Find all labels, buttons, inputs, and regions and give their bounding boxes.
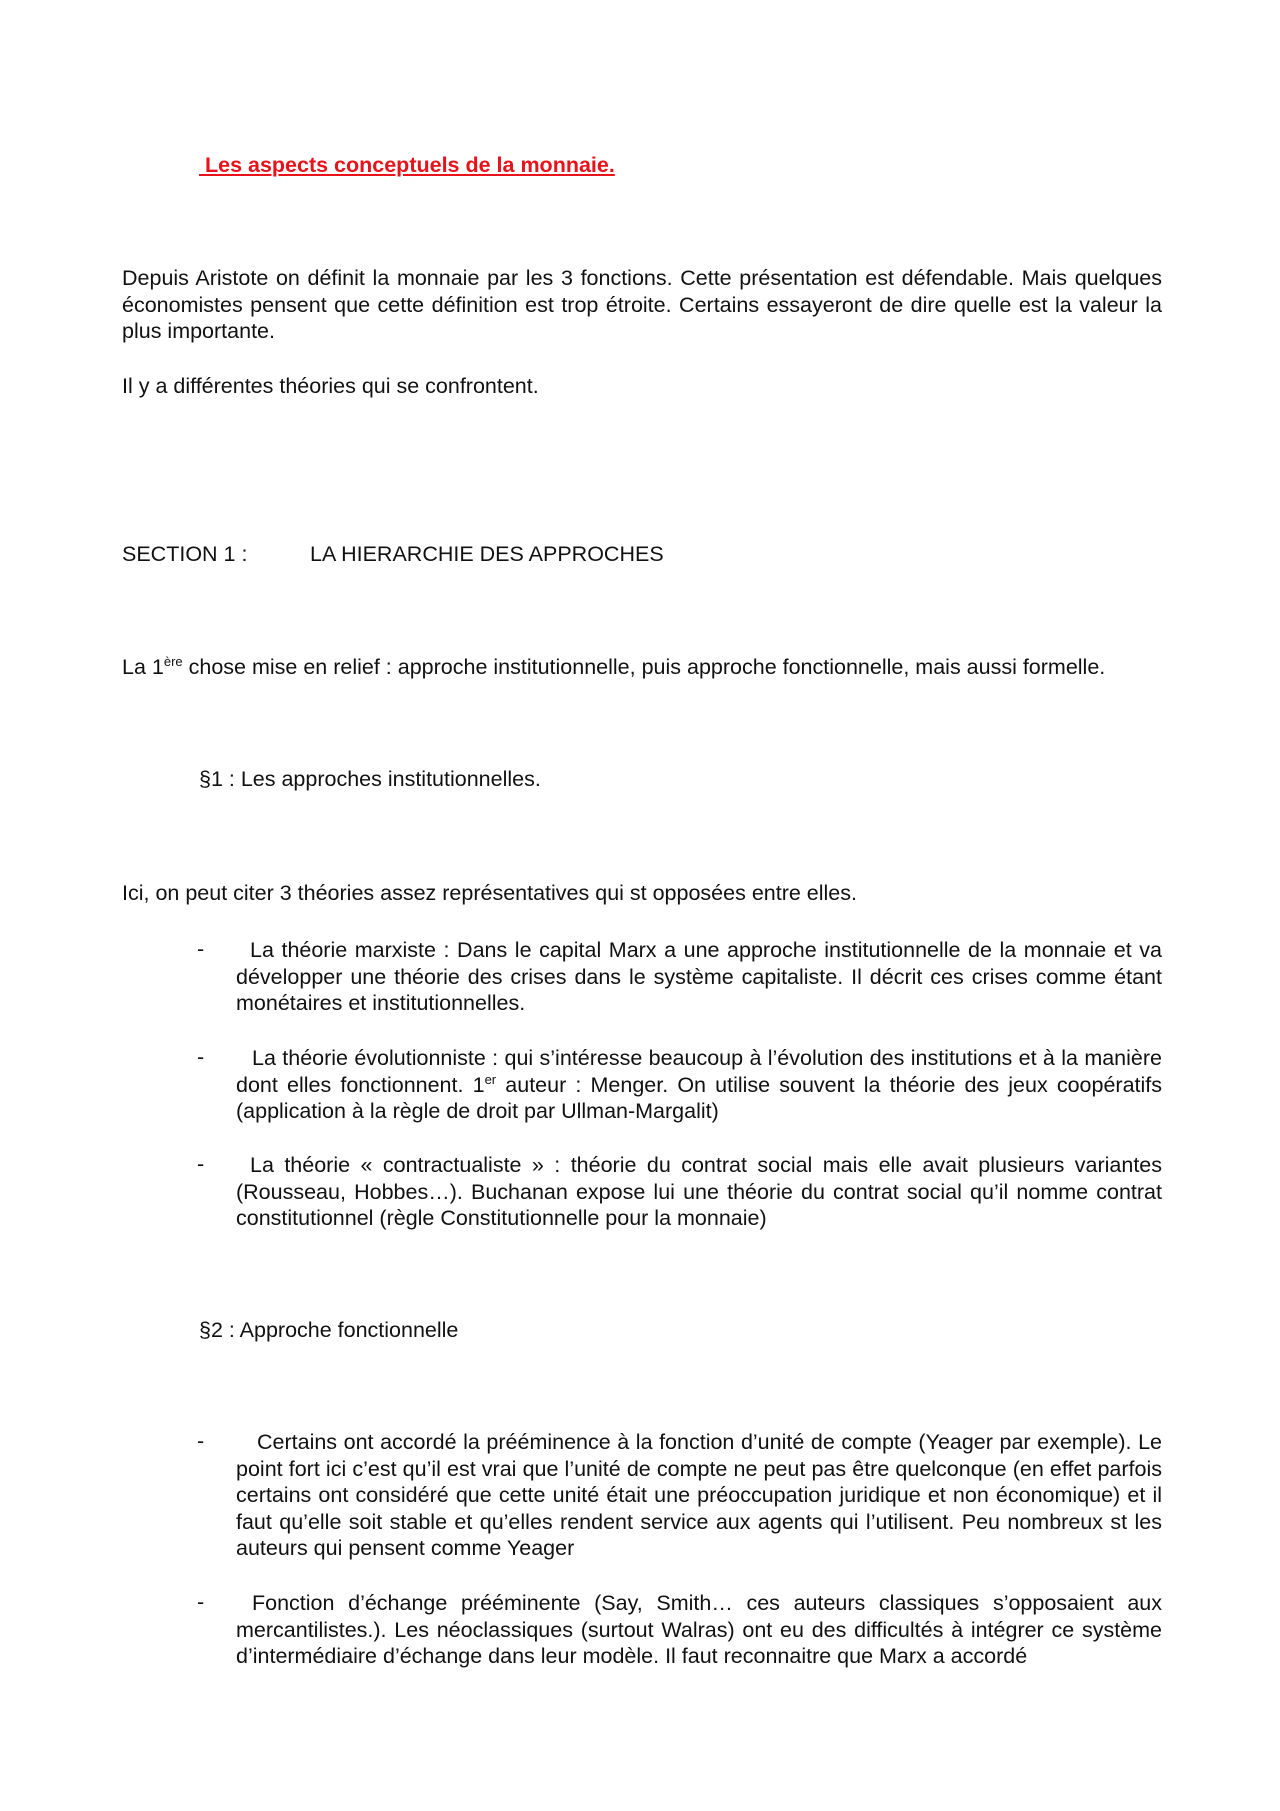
section-label: SECTION 1 : — [122, 542, 248, 566]
list-bullet: - — [197, 1429, 205, 1453]
list-bullet: - — [197, 1045, 205, 1069]
subsection-2-heading: §2 : Approche fonctionnelle — [199, 1318, 459, 1342]
list-bullet: - — [197, 1152, 205, 1176]
first-point-text-b: chose mise en relief : approche institutionnelle, puis approche fonctionnelle, mais aussi formelle. — [182, 655, 1106, 679]
subsection-1-heading: §1 : Les approches institutionnelles. — [199, 767, 541, 791]
list-bullet: - — [197, 937, 205, 961]
intro-paragraph: Depuis Aristote on définit la monnaie par les 3 fonctions. Cette présentation est défendable. Mais quelques économistes pensent que cette définition est trop étroite. Certains essayeront de dire quelle est la valeur la plus importante. — [122, 266, 1162, 343]
theories-intro-paragraph: Ici, on peut citer 3 théories assez représentatives qui st opposées entre elles. — [122, 881, 857, 905]
evolutionist-text-b: auteur : Menger. On utilise souvent la théorie des jeux coopératifs (application à la règle de droit par Ullman-Margalit) — [236, 1072, 1163, 1123]
list-bullet: - — [197, 1590, 205, 1614]
first-point-superscript: ère — [163, 653, 183, 669]
intro-paragraph-2: Il y a différentes théories qui se confrontent. — [122, 374, 539, 398]
evolutionist-superscript: er — [484, 1071, 497, 1087]
list-item-marxist: La théorie marxiste : Dans le capital Marx a une approche institutionnelle de la monnaie et va développer une théorie des crises dans le système capitaliste. Il décrit ces crises comme étant monétaires et institutionnelles. — [236, 938, 1162, 1015]
section-title: LA HIERARCHIE DES APPROCHES — [310, 542, 664, 566]
list-item-unit-of-account: Certains ont accordé la prééminence à la fonction d’unité de compte (Yeager par exemple). Le point fort ici c’est qu’il est vrai que l’unité de compte ne peut pas être quelconque (en effet parfois certains ont considéré que cette unité était une préoccupation juridique et non économique) et il faut qu’elle soit stable et qu’elles rendent service aux agents qui l’utilisent. Peu nombreux st les auteurs qui pensent comme Yeager — [236, 1430, 1162, 1560]
list-item-contractualist: La théorie « contractualiste » : théorie du contrat social mais elle avait plusieurs variantes (Rousseau, Hobbes…). Buchanan expose lui une théorie du contrat social qu’il nomme contrat constitutionnel (règle Constitutionnelle pour la monnaie) — [236, 1153, 1162, 1230]
evolutionist-text-a: La théorie évolutionniste : qui s’intéresse beaucoup à l’évolution des institutions et à la manière dont elles fonctionnent. 1 — [236, 1046, 1162, 1097]
list-item-exchange-function: Fonction d’échange prééminente (Say, Smith… ces auteurs classiques s’opposaient aux mercantilistes.). Les néoclassiques (surtout Walras) ont eu des difficultés à intégrer ce système d’intermédiaire d’échange dans leur modèle. Il faut reconnaitre que Marx a accordé — [236, 1591, 1162, 1668]
document-title: Les aspects conceptuels de la monnaie. — [199, 153, 615, 177]
list-item-evolutionist — [236, 1045, 1162, 1125]
first-point-text-a: La 1 — [122, 655, 164, 679]
first-point-paragraph — [122, 654, 1105, 681]
